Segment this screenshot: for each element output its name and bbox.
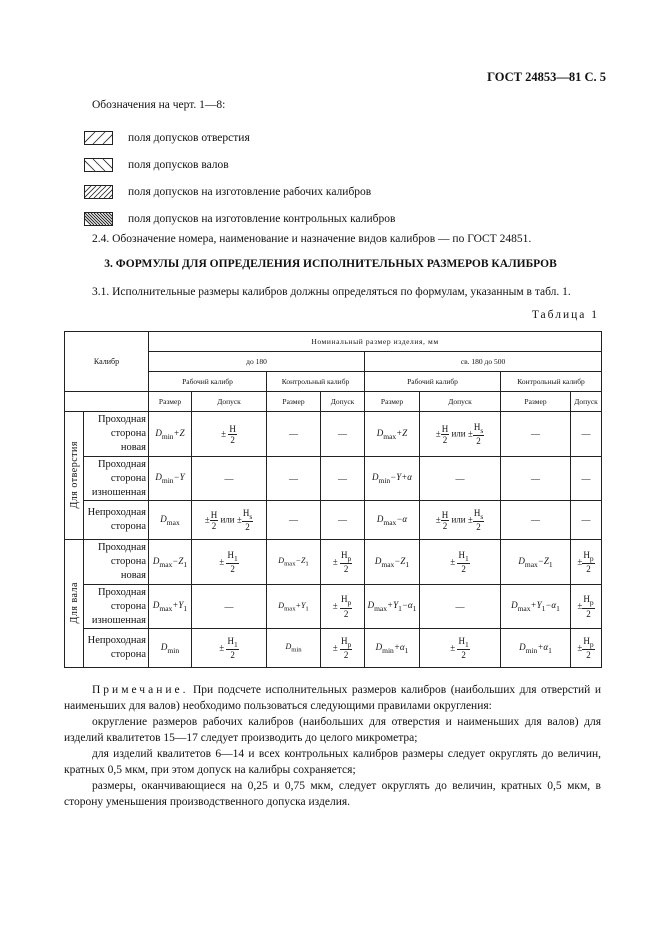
- legend-intro: Обозначения на черт. 1—8:: [92, 99, 226, 111]
- dash-cell: —: [501, 457, 571, 501]
- formula-cell: $D_{min}-Y+\alpha$: [365, 457, 420, 501]
- header-nominal: Номинальный размер изделия, мм: [149, 332, 602, 352]
- paragraph-3-1: 3.1. Исполнительные размеры калибров должны определяться по формулам, указанным в табл. 1.: [92, 286, 571, 298]
- note-paragraph-2: округление размеров рабочих калибров (наибольших для отверстия и наименьших для валов) для изделий квалитетов 15—17 следует производить до целого микрометра;: [64, 716, 601, 744]
- formula-cell: $D_{max}$: [149, 501, 192, 540]
- dash-cell: —: [420, 457, 501, 501]
- formula-cell: $D_{max}-Z_1$: [149, 540, 192, 585]
- hatch-working-gauge-icon: [84, 185, 113, 199]
- header-control-1: Контрольный калибр: [267, 372, 365, 392]
- formula-cell: $D_{max}+Z$: [365, 412, 420, 457]
- formula-cell: $D_{min}$: [149, 629, 192, 668]
- legend-label: поля допусков валов: [128, 158, 229, 171]
- row-label: Проходная сторона новая: [84, 540, 149, 585]
- legend-row-control: [84, 205, 395, 232]
- dash-cell: —: [321, 501, 365, 540]
- formula-cell: $D_{min}+\alpha_1$: [501, 629, 571, 668]
- header-range-1: до 180: [149, 352, 365, 372]
- tolerance-cell: ± $\frac{H_p}{2}$: [321, 585, 365, 629]
- hatch-shaft-tolerance-icon: [84, 158, 113, 172]
- dash-cell: —: [571, 457, 602, 501]
- dash-cell: —: [267, 501, 321, 540]
- formula-cell: $D_{min}+\alpha_1$: [365, 629, 420, 668]
- tolerance-cell: ± $\frac{H}{2}$ или ± $\frac{H_s}{2}$: [420, 412, 501, 457]
- dash-cell: —: [571, 412, 602, 457]
- tolerance-cell: ± $\frac{H_p}{2}$: [321, 540, 365, 585]
- hatch-hole-tolerance-icon: [84, 131, 113, 145]
- formula-table: [64, 331, 602, 668]
- formula-cell: $D_{max}+Y_1-\alpha_1$: [365, 585, 420, 629]
- row-label: Проходная сторона новая: [84, 412, 149, 457]
- dash-cell: —: [321, 412, 365, 457]
- dash-cell: —: [321, 457, 365, 501]
- row-label: Проходная сторона изношенная: [84, 585, 149, 629]
- group-shafts-label: Для вала: [68, 581, 80, 624]
- tolerance-cell: ± $\frac{H_1}{2}$: [192, 629, 267, 668]
- header-tolerance: Допуск: [321, 392, 365, 412]
- header-tolerance: Допуск: [192, 392, 267, 412]
- dash-cell: —: [420, 585, 501, 629]
- header-tolerance: Допуск: [420, 392, 501, 412]
- dash-cell: —: [192, 457, 267, 501]
- dash-cell: —: [267, 412, 321, 457]
- header-gauge: Калибр: [65, 332, 149, 392]
- header-control-2: Контрольный калибр: [501, 372, 602, 392]
- formula-cell: $D_{max}-\alpha$: [365, 501, 420, 540]
- dash-cell: —: [571, 501, 602, 540]
- formula-cell: $D_{max}-Z_1$: [267, 540, 321, 585]
- legend: [84, 124, 395, 232]
- dash-cell: —: [501, 501, 571, 540]
- note-paragraph-1: [64, 682, 601, 714]
- note-title: Примечание.: [92, 684, 189, 696]
- dash-cell: —: [501, 412, 571, 457]
- header-working-2: Рабочий калибр: [365, 372, 501, 392]
- hatch-control-gauge-icon: [84, 212, 113, 226]
- header-blank: [65, 392, 149, 412]
- formula-cell: $D_{max}+Y_1$: [149, 585, 192, 629]
- section-title: 3. ФОРМУЛЫ ДЛЯ ОПРЕДЕЛЕНИЯ ИСПОЛНИТЕЛЬНЫХ РАЗМЕРОВ КАЛИБРОВ: [104, 258, 557, 270]
- dash-cell: —: [192, 585, 267, 629]
- formula-cell: $D_{max}+Y_1-\alpha_1$: [501, 585, 571, 629]
- row-label: Непроходная сторона: [84, 501, 149, 540]
- tolerance-cell: ± $\frac{H}{2}$ или ± $\frac{H_s}{2}$: [420, 501, 501, 540]
- formula-cell: $D_{max}+Y_1$: [267, 585, 321, 629]
- legend-row-hole: [84, 124, 395, 151]
- tolerance-cell: ± $\frac{H_p}{2}$: [571, 540, 602, 585]
- group-shafts: [65, 540, 84, 668]
- note-paragraph-4: размеры, оканчивающиеся на 0,25 и 0,75 мкм, следует округлять до величин, кратных 0,5 мкм, в сторону уменьшения производственного допуска изделия.: [64, 780, 601, 808]
- paragraph-2-4: 2.4. Обозначение номера, наименование и назначение видов калибров — по ГОСТ 24851.: [92, 233, 532, 245]
- header-range-2: св. 180 до 500: [365, 352, 602, 372]
- tolerance-cell: ± $\frac{H_p}{2}$: [571, 629, 602, 668]
- tolerance-cell: ± $\frac{H_1}{2}$: [192, 540, 267, 585]
- formula-cell: $D_{max}-Z_1$: [365, 540, 420, 585]
- tolerance-cell: ± $\frac{H_p}{2}$: [571, 585, 602, 629]
- row-label: Проходная сторона изношенная: [84, 457, 149, 501]
- table-label: Таблица 1: [531, 309, 599, 321]
- legend-label: поля допусков на изготовление рабочих калибров: [128, 185, 372, 198]
- group-holes-label: Для отверстия: [68, 440, 80, 509]
- header-size: Размер: [501, 392, 571, 412]
- legend-label: поля допусков на изготовление контрольных калибров: [128, 212, 396, 225]
- tolerance-cell: ± $\frac{H_1}{2}$: [420, 540, 501, 585]
- legend-label: поля допусков отверстия: [128, 131, 250, 144]
- tolerance-cell: ± $\frac{H}{2}$ или ± $\frac{H_s}{2}$: [192, 501, 267, 540]
- header-working-1: Рабочий калибр: [149, 372, 267, 392]
- formula-cell: $D_{min}-Y$: [149, 457, 192, 501]
- group-holes: [65, 412, 84, 540]
- note-paragraph-3: для изделий квалитетов 6—14 и всех контрольных калибров размеры следует округлять до величин, кратных 0,5 мкм, при этом допуск на калибры сохраняется;: [64, 748, 601, 776]
- header-size: Размер: [365, 392, 420, 412]
- formula-cell: $D_{min}$: [267, 629, 321, 668]
- tolerance-cell: ± $\frac{H_p}{2}$: [321, 629, 365, 668]
- formula-cell: $D_{min}+Z$: [149, 412, 192, 457]
- tolerance-cell: ± $\frac{H}{2}$: [192, 412, 267, 457]
- page-header: ГОСТ 24853—81 С. 5: [487, 70, 606, 84]
- header-size: Размер: [149, 392, 192, 412]
- formula-cell: $D_{max}-Z_1$: [501, 540, 571, 585]
- legend-row-shaft: [84, 151, 395, 178]
- note-text-1: При подсчете исполнительных размеров калибров (наибольших для отверстий и наименьших для валов) необходимо пользоваться следующими правилами округления:: [64, 684, 601, 712]
- row-label: Непроходная сторона: [84, 629, 149, 668]
- dash-cell: —: [267, 457, 321, 501]
- legend-row-working: [84, 178, 395, 205]
- header-size: Размер: [267, 392, 321, 412]
- header-tolerance: Допуск: [571, 392, 602, 412]
- tolerance-cell: ± $\frac{H_1}{2}$: [420, 629, 501, 668]
